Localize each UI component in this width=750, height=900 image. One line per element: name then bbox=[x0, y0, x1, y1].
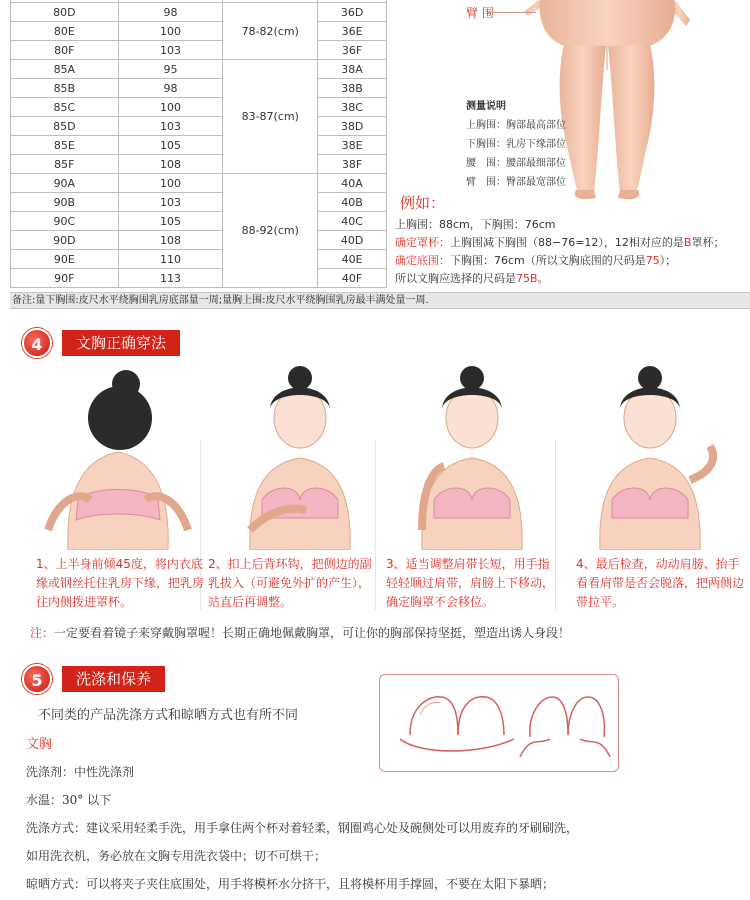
intl-size-cell: 38B bbox=[318, 79, 387, 98]
table-row bbox=[11, 193, 387, 212]
washing-category: 文胸 bbox=[26, 737, 53, 752]
intl-size-cell: 38A bbox=[318, 60, 387, 79]
table-row bbox=[11, 98, 387, 117]
body-figure-illustration bbox=[388, 0, 750, 200]
example-band-label: 确定底围： bbox=[395, 254, 450, 267]
cup-size-cell: 85E bbox=[11, 136, 119, 155]
table-row bbox=[11, 79, 387, 98]
cup-size-cell: 85B bbox=[11, 79, 119, 98]
measure-instructions-title: 测量说明 bbox=[466, 101, 506, 112]
table-row bbox=[11, 231, 387, 250]
cup-size-cell: 90E bbox=[11, 250, 119, 269]
table-row bbox=[11, 212, 387, 231]
example-band-text: 下胸围：76cm（所以文胸底围的尺码是 bbox=[450, 254, 646, 267]
upper-bust-cell: 113 bbox=[118, 269, 223, 288]
upper-bust-cell: 95 bbox=[118, 60, 223, 79]
upper-bust-cell: 98 bbox=[118, 79, 223, 98]
section-4-number-badge: 4 bbox=[22, 328, 52, 358]
washing-water-temp: 水温：30° 以下 bbox=[26, 793, 112, 807]
washing-method: 洗涤方式：建议采用轻柔手洗，用手拿住两个杯对着轻柔，钢圈鸡心处及碗侧处可以用废弃的牙刷刷洗， bbox=[26, 821, 579, 835]
example-line-2 bbox=[395, 234, 724, 250]
intl-size-cell: 40E bbox=[318, 250, 387, 269]
table-row bbox=[11, 136, 387, 155]
cup-size-cell: 90B bbox=[11, 193, 119, 212]
intl-size-cell: 38F bbox=[318, 155, 387, 174]
example-cup-value: B bbox=[683, 236, 692, 249]
measure-note-bar: 备注:量下胸围:皮尺水平绕胸围乳房底部量一周;量胸上围:皮尺水平绕胸围乳房最丰满处量一周. bbox=[10, 292, 750, 309]
cup-size-cell: 80D bbox=[11, 3, 119, 22]
table-row bbox=[11, 269, 387, 288]
cup-size-cell: 85C bbox=[11, 98, 119, 117]
measure-item-under-bust: 下胸围：乳房下缘部位 bbox=[466, 139, 566, 150]
under-bust-range-cell: 88-92(cm) bbox=[223, 174, 318, 288]
step-4-illustration bbox=[560, 360, 740, 550]
hand-wash-illustration bbox=[380, 675, 620, 773]
table-row bbox=[11, 22, 387, 41]
measure-item-hip: 臂 围：臀部最宽部位 bbox=[466, 177, 566, 188]
intl-size-cell: 36D bbox=[318, 3, 387, 22]
under-bust-range-cell: 83-87(cm) bbox=[223, 60, 318, 174]
hand-wash-illustration-box bbox=[379, 674, 619, 772]
upper-bust-cell: 108 bbox=[118, 231, 223, 250]
step-2-caption: 2、扣上后背环钩，把侧边的副乳拔入（可避免外扩的产生），站直后再调整。 bbox=[208, 557, 372, 609]
drying-method: 晾晒方式：可以将夹子夹住底围处，用手将模杯水分挤干，且将模杯用手撑圆，不要在太阳下暴晒； bbox=[26, 877, 555, 891]
intl-size-cell: 40B bbox=[318, 193, 387, 212]
table-row bbox=[11, 117, 387, 136]
example-result-suffix: 。 bbox=[537, 272, 549, 285]
wearing-note-text: 一定要看着镜子来穿戴胸罩喔！长期正确地佩戴胸罩，可让你的胸部保持坚挺，塑造出诱人身段！ bbox=[54, 626, 571, 640]
cup-size-cell: 90F bbox=[11, 269, 119, 288]
upper-bust-cell: 103 bbox=[118, 117, 223, 136]
section-5-number-badge: 5 bbox=[22, 664, 52, 694]
wearing-note bbox=[30, 624, 570, 641]
table-row bbox=[11, 60, 387, 79]
cup-size-cell: 80E bbox=[11, 22, 119, 41]
upper-bust-cell: 103 bbox=[118, 193, 223, 212]
section-4-title: 文胸正确穿法 bbox=[62, 330, 180, 356]
upper-bust-cell: 100 bbox=[118, 174, 223, 193]
intl-size-cell: 36F bbox=[318, 41, 387, 60]
step-3-illustration bbox=[382, 360, 562, 550]
example-band-value: 75 bbox=[645, 254, 660, 267]
intl-size-cell: 40D bbox=[318, 231, 387, 250]
cup-size-cell: 90D bbox=[11, 231, 119, 250]
arm-measure-line bbox=[488, 12, 536, 13]
cup-size-cell: 85F bbox=[11, 155, 119, 174]
upper-bust-cell: 100 bbox=[118, 22, 223, 41]
example-line-1: 上胸围：88cm，下胸围：76cm bbox=[395, 218, 556, 231]
upper-bust-cell: 100 bbox=[118, 98, 223, 117]
intl-size-cell: 40F bbox=[318, 269, 387, 288]
cup-size-cell: 90C bbox=[11, 212, 119, 231]
cup-size-cell: 90A bbox=[11, 174, 119, 193]
wearing-note-label: 注： bbox=[30, 626, 55, 640]
size-table bbox=[10, 0, 387, 288]
intl-size-cell: 40C bbox=[318, 212, 387, 231]
arm-measure-label: 臂 围 bbox=[466, 6, 494, 20]
upper-bust-cell: 98 bbox=[118, 3, 223, 22]
intl-size-cell: 36E bbox=[318, 22, 387, 41]
upper-bust-cell: 103 bbox=[118, 41, 223, 60]
step-2-illustration bbox=[210, 360, 390, 550]
step-4-caption: 4、最后检查，动动肩膀、抬手看看肩带是否会脱落，把两侧边带拉平。 bbox=[576, 557, 745, 609]
example-cup-label: 确定罩杯： bbox=[395, 236, 450, 249]
washing-subtitle: 不同类的产品洗涤方式和晾晒方式也有所不同 bbox=[38, 708, 299, 723]
measure-item-waist: 腰 围：腰部最细部位 bbox=[466, 158, 566, 169]
example-title: 例如： bbox=[400, 194, 446, 212]
step-3-caption: 3、适当调整肩带长短，用手指轻轻顺过肩带，肩膀上下移动，确定胸罩不会移位。 bbox=[386, 557, 555, 609]
under-bust-range-cell: 78-82(cm) bbox=[223, 3, 318, 60]
example-result-text: 所以文胸应选择的尺码是 bbox=[395, 272, 516, 285]
section-5-title: 洗涤和保养 bbox=[62, 666, 165, 692]
upper-bust-cell: 105 bbox=[118, 212, 223, 231]
table-row bbox=[11, 3, 387, 22]
intl-size-cell: 40A bbox=[318, 174, 387, 193]
example-result-value: 75B bbox=[516, 272, 538, 285]
example-band-suffix: ）； bbox=[659, 254, 677, 267]
intl-size-cell: 38E bbox=[318, 136, 387, 155]
upper-bust-cell: 105 bbox=[118, 136, 223, 155]
washing-machine-note: 如用洗衣机，务必放在文胸专用洗衣袋中；切不可烘干； bbox=[26, 849, 327, 863]
step-1-illustration bbox=[28, 360, 208, 550]
example-cup-suffix: 罩杯； bbox=[691, 236, 725, 249]
upper-bust-cell: 110 bbox=[118, 250, 223, 269]
washing-detergent: 洗涤剂：中性洗涤剂 bbox=[26, 765, 135, 779]
measure-item-upper-bust: 上胸围：胸部最高部位 bbox=[466, 120, 566, 131]
table-row bbox=[11, 174, 387, 193]
example-cup-text: 上胸围减下胸围（88−76=12），12相对应的是 bbox=[450, 236, 684, 249]
table-row bbox=[11, 41, 387, 60]
cup-size-cell: 85D bbox=[11, 117, 119, 136]
cup-size-cell: 85A bbox=[11, 60, 119, 79]
example-line-4 bbox=[395, 270, 549, 286]
example-line-3 bbox=[395, 252, 676, 268]
step-1-caption: 1、上半身前倾45度，将内衣底缘或钢丝托住乳房下缘，把乳房往内侧拨进罩杯。 bbox=[36, 557, 205, 609]
measurement-figure-panel bbox=[388, 0, 750, 290]
cup-size-cell: 80F bbox=[11, 41, 119, 60]
upper-bust-cell: 108 bbox=[118, 155, 223, 174]
intl-size-cell: 38D bbox=[318, 117, 387, 136]
intl-size-cell: 38C bbox=[318, 98, 387, 117]
table-row bbox=[11, 250, 387, 269]
table-row bbox=[11, 155, 387, 174]
